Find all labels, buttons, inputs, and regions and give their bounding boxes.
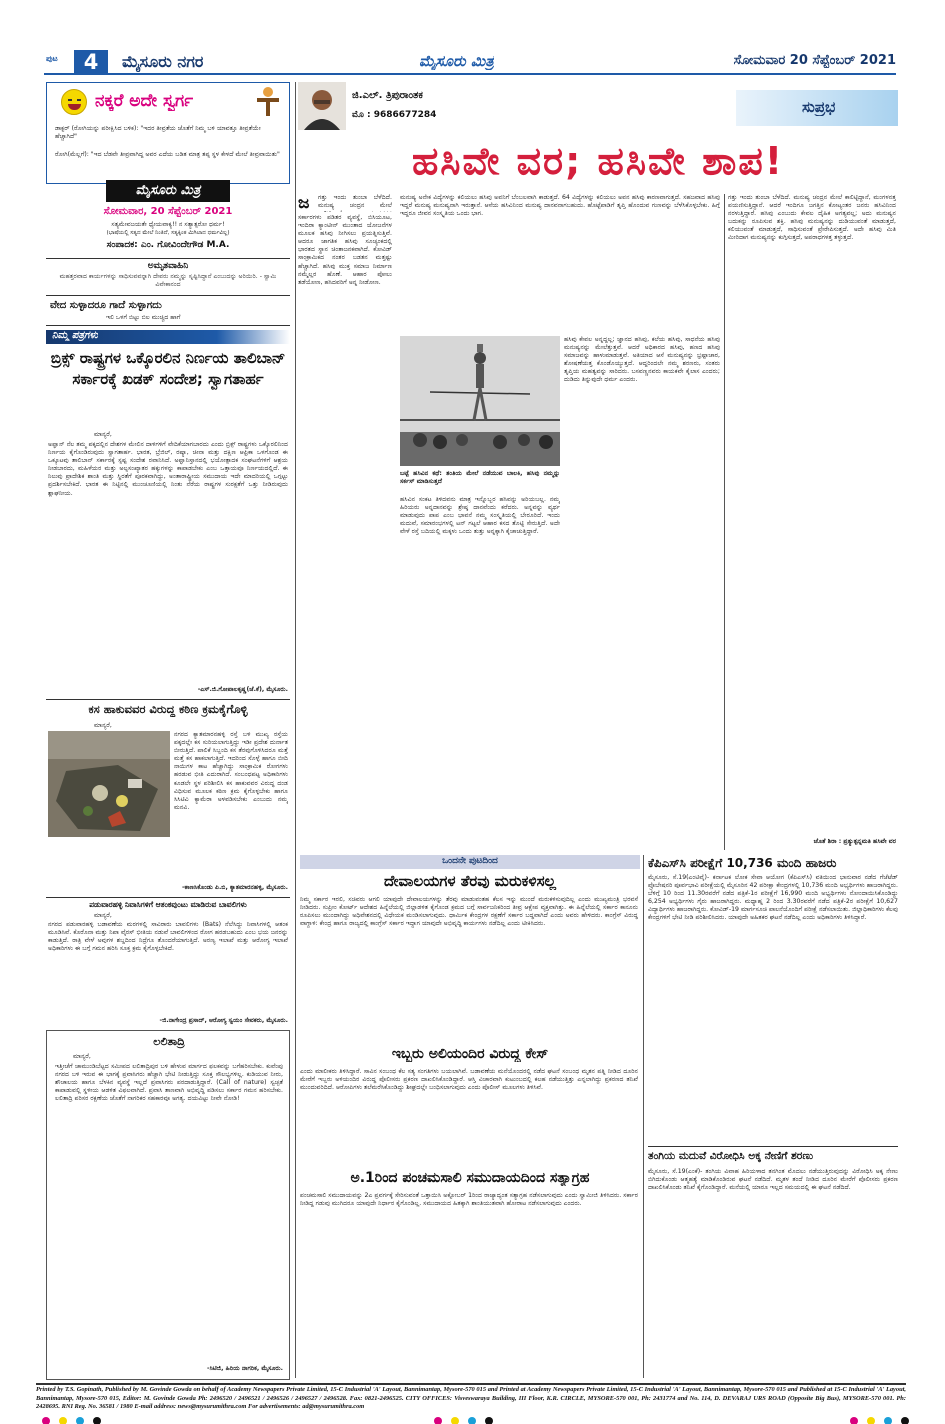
gaade-title: ವೇದ ಸುಳ್ಳಾದರೂ ಗಾದೆ ಸುಳ್ಳಾಗದು: [50, 300, 162, 311]
nakkare-line-1: ಡಾಕ್ಟರ್ (ರೋಗಿಯನ್ನು ಪರೀಕ್ಷಿಸಿದ ಬಳಿಕ): "ಇದರ ತೀವ್ರತೆಯ ಜೊತೆಗೆ ನಿಮ್ಮ ಬಳಿ ಯಾವತ್ತೂ ತೀವ್ರತೆಯೇ ಹೆಚ್ಚಾಗಿದೆ": [55, 125, 261, 141]
black-mark-icon: [901, 1417, 909, 1424]
black-mark-icon: [485, 1417, 493, 1424]
registration-marks-center: [432, 1410, 495, 1424]
section-title: ಮೈಸೂರು ನಗರ: [122, 52, 204, 71]
garbage-photo: [48, 731, 170, 837]
dropcap: [298, 194, 316, 212]
footer-imprint: Printed by T.S. Gopinath, Published by M. Govinde Gowda on behalf of Academy Newspapers Private Limited, 15-C Industrial 'A' Layout, Bannimantap, Mysore-570 015 and Printed at Academy Newspapers Private Limited, 15-C Industrial 'A' Layout, Bannimantap, Mysore-570 015 and Published at 15-C Industrial 'A' Layout, Bannimantap, Mysore-570 015, Editor: M. Govinde Gowda Ph: 2496520 / 2496521 / 2496526 / 2496527 / 2496528. Fax: 0821-2496525. CITY OFFICES: Visveswaraya Building, III Floor, K.R. CIRCLE, MYSORE-570 001, Ph: 2431774 and No. 114, D. DEVARAJ URS ROAD (Opposite Big Bus), MYSORE-570 001. Ph: 2428695. RNI Reg. No. 36581 / 1980 E-mail address: news@mysurumithra.com For advertisements: ad@mysurumithra.com: [36, 1386, 906, 1411]
author-phone: ಮೊ : 9686677284: [352, 110, 437, 120]
patragalu-title: ನಿಮ್ಮ ಪತ್ರಗಳು: [52, 330, 99, 341]
feature-header: [296, 82, 898, 130]
column-rule: [295, 82, 296, 1378]
letter1-salutation: ಮಾನ್ಯರೆ,: [94, 431, 112, 438]
story5-headline: ತಂಗಿಯ ಮದುವೆ ವಿರೋಧಿಸಿ ಅಕ್ಕ ನೇಣಿಗೆ ಶರಣು: [648, 1150, 814, 1162]
letter3-body: ನಗರದ ಪಡುವಾರಹಳ್ಳಿ ಬಡಾವಣೆಯ ಮರಗಳಲ್ಲಿ ಸಾವಿರಾರು ಬಾವಲಿಗಳು (Bats) ನೆಲೆಸಿದ್ದು ನಿವಾಸಿಗಳಲ್ಲಿ ಆತಂಕ ಮೂಡಿಸಿವೆ. ಕೊರೊನಾ ಮತ್ತು ನಿಪಾ ವೈರಸ್ ಭೀತಿಯ ನಡುವೆ ಬಾವಲಿಗಳಿಂದ ರೋಗ ಹರಡಬಹುದು ಎಂಬ ಭಯ ಜನರನ್ನು ಕಾಡುತ್ತಿದೆ. ರಾತ್ರಿ ವೇಳೆ ಅವುಗಳ ಶಬ್ದದಿಂದ ನಿದ್ರೆಗೂ ತೊಂದರೆಯಾಗುತ್ತಿದೆ. ಅರಣ್ಯ ಇಲಾಖೆ ಮತ್ತು ಆರೋಗ್ಯ ಇಲಾಖೆ ಅಧಿಕಾರಿಗಳು ಈ ಬಗ್ಗೆ ಗಮನ ಹರಿಸಿ ಸೂಕ್ತ ಕ್ರಮ ಕೈಗೊಳ್ಳಬೇಕಿದೆ.: [48, 921, 288, 953]
letter2-signature: -ಕಾಣಸಿಕೊಂಡು ಪಿ.ಬಿ, ಕ್ಯಾತಮಾರನಹಳ್ಳಿ, ಮೈಸೂರು.: [181, 884, 288, 891]
story3-body: ಪಂಚಮಸಾಲಿ ಸಮುದಾಯವನ್ನು 2ಎ ಪ್ರವರ್ಗಕ್ಕೆ ಸೇರಿಸುವಂತೆ ಒತ್ತಾಯಿಸಿ ಅಕ್ಟೋಬರ್ 1ರಿಂದ ರಾಜ್ಯಾದ್ಯಂತ ಸತ್ಯಾಗ್ರಹ ನಡೆಸಲಾಗುವುದು ಎಂದು ಸ್ವಾಮೀಜಿ ತಿಳಿಸಿದರು. ಸರ್ಕಾರ ನೀಡಿದ್ದ ಗಡುವು ಮುಗಿದರೂ ಯಾವುದೇ ನಿರ್ಧಾರ ಕೈಗೊಂಡಿಲ್ಲ. ಸಮುದಾಯದ ಹಿತಕ್ಕಾಗಿ ಶಾಂತಿಯುತವಾಗಿ ಹೋರಾಟ ನಡೆಸಲಾಗುವುದು ಎಂದರು.: [300, 1192, 638, 1208]
scarecrow-icon: [257, 87, 279, 117]
masthead-date: ಸೋಮವಾರ, 20 ಸೆಪ್ಟೆಂಬರ್ 2021: [103, 206, 233, 217]
divider: [46, 699, 290, 700]
cyan-mark-icon: [468, 1417, 476, 1424]
feature-quote: ಜೊತೆ ಶಿರಾ : ಪ್ರತ್ಯುತ್ಪನ್ನಮತಿ ಹಸಿವೇ ವರ: [813, 838, 896, 845]
letter1-headline: ಬ್ರಿಕ್ಸ್ ರಾಷ್ಟ್ರಗಳ ಒಕ್ಕೊರಲಿನ ನಿರ್ಣಯ ತಾಲಿಬಾನ್ ಸರ್ಕಾರಕ್ಕೆ ಖಡಕ್ ಸಂದೇಶ; ಸ್ವಾಗತಾರ್ಹ: [50, 349, 286, 388]
amrutha-text: ಮಹತ್ತರವಾದ ಕಾರ್ಯಗಳನ್ನು ಸಾಧಿಸುವವನ್ನಾಗಿ ದೇವರು ನಮ್ಮನ್ನು ಸೃಷ್ಟಿಸಿದ್ದಾನೆ ಎಂಬುದನ್ನು ಅರಿಯಿರಿ. - ಸ್ವಾಮಿ ವಿವೇಕಾನಂದ: [59, 273, 277, 289]
lalithadri-box: [46, 1030, 290, 1380]
magenta-mark-icon: [434, 1417, 442, 1424]
continued-label: ಒಂದನೇ ಪುಟದಿಂದ: [442, 856, 498, 866]
footer-rule: [36, 1383, 906, 1385]
header-date: ಸೋಮವಾರ 20 ಸೆಪ್ಟೆಂಬರ್ 2021: [733, 53, 896, 68]
yellow-mark-icon: [59, 1417, 67, 1424]
registration-marks-right: [848, 1410, 911, 1424]
page-header: [44, 50, 896, 75]
yellow-mark-icon: [867, 1417, 875, 1424]
feature-body-4: ಗತ್ತು ಇಂದು ತುಂಬಾ ಬೆಳೆದಿದೆ. ಮನುಷ್ಯ ಚಂದ್ರನ ಮೇಲೆ ಕಾಲಿಟ್ಟಿದ್ದಾನೆ, ಮಂಗಳನತ್ತ ಪಯಣಿಸುತ್ತಿದ್ದಾನೆ. ಆದರೆ ಇಂದಿಗೂ ಜಗತ್ತಿನ ಕೋಟ್ಯಂತರ ಜನರು ಹಸಿವಿನಿಂದ ನರಳುತ್ತಿದ್ದಾರೆ. ಹಸಿವು ಎಂಬುದು ಕೇವಲ ದೈಹಿಕ ಅಗತ್ಯವಲ್ಲ; ಅದು ಮನುಷ್ಯನ ಬದುಕನ್ನು ರೂಪಿಸುವ ಶಕ್ತಿ. ಹಸಿವು ಮನುಷ್ಯನನ್ನು ದುಡಿಯುವಂತೆ ಮಾಡುತ್ತದೆ, ಕಲಿಯುವಂತೆ ಮಾಡುತ್ತದೆ, ಸಾಧಿಸುವಂತೆ ಪ್ರೇರೇಪಿಸುತ್ತದೆ. ಅದೇ ಹಸಿವು ಮಿತಿ ಮೀರಿದಾಗ ಮನುಷ್ಯನನ್ನು ಕುಗ್ಗಿಸುತ್ತದೆ, ಅಪರಾಧಗಳತ್ತ ತಳ್ಳುತ್ತದೆ.: [728, 194, 896, 242]
black-mark-icon: [93, 1417, 101, 1424]
letter1-body: ಅಫ್ಘಾನ್ ನೆಲ ತಮ್ಮ ಪಕ್ಕದಲ್ಲಿನ ದೇಶಗಳ ಮೇಲಿನ ದಾಳಿಗಳಿಗೆ ವೇದಿಕೆಯಾಗಬಾರದು ಎಂದು ಬ್ರಿಕ್ಸ್ ರಾಷ್ಟ್ರಗಳು ಒಕ್ಕೊರಲಿನಿಂದ ನಿರ್ಣಯ ಕೈಗೊಂಡಿರುವುದು ಸ್ವಾಗತಾರ್ಹ. ಭಾರತ, ಬ್ರೆಜಿಲ್, ರಷ್ಯಾ, ಚೀನಾ ಮತ್ತು ದಕ್ಷಿಣ ಆಫ್ರಿಕಾ ಒಳಗೊಂಡ ಈ ಒಕ್ಕೂಟವು ತಾಲಿಬಾನ್ ಸರ್ಕಾರಕ್ಕೆ ಸ್ಪಷ್ಟ ಸಂದೇಶ ರವಾನಿಸಿದೆ. ಅಫ್ಘಾನಿಸ್ತಾನದಲ್ಲಿ ಭಯೋತ್ಪಾದಕ ಸಂಘಟನೆಗಳಿಗೆ ಆಶ್ರಯ ನೀಡಬಾರದು, ಮಹಿಳೆಯರ ಮತ್ತು ಅಲ್ಪಸಂಖ್ಯಾತರ ಹಕ್ಕುಗಳನ್ನು ಕಾಪಾಡಬೇಕು ಎಂಬ ಒತ್ತಾಯವೂ ನಿರ್ಣಯದಲ್ಲಿದೆ. ಈ ನಿಲುವು ಪ್ರಾದೇಶಿಕ ಶಾಂತಿ ಮತ್ತು ಸ್ಥಿರತೆಗೆ ಪೂರಕವಾಗಿದ್ದು, ಅಂತಾರಾಷ್ಟ್ರೀಯ ಸಮುದಾಯ ಇದೇ ಮಾದರಿಯಲ್ಲಿ ಒಗ್ಗಟ್ಟು ಪ್ರದರ್ಶಿಸಬೇಕಿದೆ. ಭಾರತ ಈ ನಿಟ್ಟಿನಲ್ಲಿ ಮುಂಚೂಣಿಯಲ್ಲಿ ನಿಂತು ನೆರೆಯ ರಾಷ್ಟ್ರಗಳ ಸುರಕ್ಷತೆಗೆ ಒತ್ತು ನೀಡಿರುವುದು ಶ್ಲಾಘನೀಯ.: [48, 441, 288, 497]
nakkare-box: [46, 82, 290, 184]
story4-body: ಮೈಸೂರು, ಸೆ.19(ಎಂಟಿವೈ)- ಕರ್ನಾಟಕ ಲೋಕ ಸೇವಾ ಆಯೋಗ (ಕೆಪಿಎಸ್‌ಸಿ) ವತಿಯಿಂದ ಭಾನುವಾರ ನಡೆದ ಗೆಜೆಟೆಡ್ ಪ್ರೊಬೇಷನರಿ ಪೂರ್ವಭಾವಿ ಪರೀಕ್ಷೆಯಲ್ಲಿ ಮೈಸೂರಿನ 42 ಪರೀಕ್ಷಾ ಕೇಂದ್ರಗಳಲ್ಲಿ 10,736 ಮಂದಿ ಅಭ್ಯರ್ಥಿಗಳು ಹಾಜರಾಗಿದ್ದರು. ಬೆಳಿಗ್ಗೆ 10 ರಿಂದ 11.30ರವರೆಗೆ ನಡೆದ ಪತ್ರಿಕೆ-1ರ ಪರೀಕ್ಷೆಗೆ 16,990 ಮಂದಿ ಅಭ್ಯರ್ಥಿಗಳು ನೋಂದಾಯಿಸಿಕೊಂಡಿದ್ದು 6,254 ಅಭ್ಯರ್ಥಿಗಳು ಗೈರು ಹಾಜರಾಗಿದ್ದರು. ಮಧ್ಯಾಹ್ನ 2 ರಿಂದ 3.30ರವರೆಗೆ ನಡೆದ ಪತ್ರಿಕೆ-2ರ ಪರೀಕ್ಷೆಗೆ 10,627 ವಿದ್ಯಾರ್ಥಿಗಳು ಹಾಜರಾಗಿದ್ದರು. ಕೋವಿಡ್-19 ಮಾರ್ಗಸೂಚಿ ಪಾಲನೆಯೊಂದಿಗೆ ಪರೀಕ್ಷೆ ನಡೆಸಲಾಯಿತು. ಜಿಲ್ಲಾಧಿಕಾರಿಗಳು ಕೆಲವು ಕೇಂದ್ರಗಳಿಗೆ ಭೇಟಿ ನೀಡಿ ಪರಿಶೀಲಿಸಿದರು. ಯಾವುದೇ ಅಹಿತಕರ ಘಟನೆ ನಡೆದಿಲ್ಲ ಎಂದು ಅಧಿಕಾರಿಗಳು ತಿಳಿಸಿದ್ದಾರೆ.: [648, 874, 898, 922]
column-banner: [736, 90, 898, 126]
feature-body-2: ಹಸಿವಿನ ಸಂಕಟ ತಿಳಿದವನು ಮಾತ್ರ ಇನ್ನೊಬ್ಬರ ಹಸಿವನ್ನು ಅರಿಯಬಲ್ಲ. ನಮ್ಮ ಹಿರಿಯರು ಅನ್ನದಾನವನ್ನು ಶ್ರೇಷ್ಠ ದಾನವೆಂದು ಕರೆದರು. ಅನ್ನವನ್ನು ವ್ಯರ್ಥ ಮಾಡುವುದು ಪಾಪ ಎಂಬ ಭಾವನೆ ನಮ್ಮ ಸಂಸ್ಕೃತಿಯಲ್ಲಿ ಬೇರೂರಿದೆ. ಇಂದು ಮದುವೆ, ಸಮಾರಂಭಗಳಲ್ಲಿ ಟನ್ ಗಟ್ಟಲೆ ಆಹಾರ ಕಸದ ತೊಟ್ಟಿ ಸೇರುತ್ತಿದೆ. ಅದೇ ವೇಳೆ ರಸ್ತೆ ಬದಿಯಲ್ಲಿ ಮಕ್ಕಳು ಒಂದು ತುತ್ತು ಅನ್ನಕ್ಕಾಗಿ ಕೈಚಾಚುತ್ತಿದ್ದಾರೆ.: [400, 496, 560, 536]
column-title: ಸುಪ್ರಭ: [802, 98, 836, 116]
story2-body: ಎಂದು ಮಾಲೀಕರು ತಿಳಿಸಿದ್ದಾರೆ. ಸಾವಿನ ಸಂಬಂಧ ಕೆಲ ಸತ್ಯ ಸಂಗತಿಗಳು ಬಯಲಾಗಿವೆ. ಬಡಾವಣೆಯ ಮನೆಯೊಂದರಲ್ಲಿ ನಡೆದ ಘಟನೆ ಸಂಬಂಧ ಮೃತನ ಪತ್ನಿ ನೀಡಿದ ದೂರಿನ ಮೇರೆಗೆ ಇಬ್ಬರು ಅಳಿಯಂದಿರ ವಿರುದ್ಧ ಪೊಲೀಸರು ಪ್ರಕರಣ ದಾಖಲಿಸಿಕೊಂಡಿದ್ದಾರೆ. ಆಸ್ತಿ ವಿಚಾರವಾಗಿ ಕುಟುಂಬದಲ್ಲಿ ಕಲಹ ನಡೆಯುತ್ತಿತ್ತು ಎನ್ನಲಾಗಿದ್ದು ಪ್ರಕರಣದ ತನಿಖೆ ಮುಂದುವರಿದಿದೆ. ಆರೋಪಿಗಳು ತಲೆಮರೆಸಿಕೊಂಡಿದ್ದು ಶೀಘ್ರದಲ್ಲೇ ಬಂಧಿಸಲಾಗುವುದು ಎಂದು ಪೊಲೀಸ್ ಮೂಲಗಳು ತಿಳಿಸಿವೆ.: [300, 1068, 638, 1092]
lalithadri-body: ಇತ್ತೀಚೆಗೆ ಚಾಮುಂಡಿಬೆಟ್ಟದ ಸಮೀಪದ ಲಲಿತಾದ್ರಿಪುರ ಬಳಿ ಹೇಳುವ ಮಾರ್ಗದ ಫಲಕವನ್ನು ಬಗೆಹರಿಸಬೇಕು. ಕುವೆಂಪು ನಗರದ ಬಳಿ ಇರುವ ಈ ಭಾಗಕ್ಕೆ ಪ್ರವಾಸಿಗರು ಹೆಚ್ಚಾಗಿ ಭೇಟಿ ನೀಡುತ್ತಿದ್ದು ಸೂಕ್ತ ಸೌಲಭ್ಯಗಳಿಲ್ಲ. ಕುಡಿಯುವ ನೀರು, ಶೌಚಾಲಯ ಹಾಗೂ ಬೆಳಕಿನ ವ್ಯವಸ್ಥೆ ಇಲ್ಲದೆ ಪ್ರವಾಸಿಗರು ಪರದಾಡುತ್ತಿದ್ದಾರೆ. (Call of nature) ಸ್ವಚ್ಛತೆ ಕಾಪಾಡುವಲ್ಲಿ ಸ್ಥಳೀಯ ಆಡಳಿತ ವಿಫಲವಾಗಿದೆ. ಪ್ರವಾಸಿ ತಾಣವಾಗಿ ಅಭಿವೃದ್ಧಿ ಪಡಿಸಲು ಸರ್ಕಾರ ಗಮನ ಹರಿಸಬೇಕು. ಲಲಿತಾದ್ರಿ ಪರಿಸರ ರಕ್ಷಣೆಯ ಜೊತೆಗೆ ನಾಗರಿಕರ ಸಹಕಾರವೂ ಅಗತ್ಯ. ದಯವಿಟ್ಟು ನೀವೇ ನೋಡಿ!: [55, 1063, 283, 1103]
story3-headline: ಅ.1ರಿಂದ ಪಂಚಮಸಾಲಿ ಸಮುದಾಯದಿಂದ ಸತ್ಯಾಗ್ರಹ: [350, 1170, 590, 1186]
laugh-emoji-icon: [61, 89, 87, 115]
nakkare-line-2: ರೋಗಿ(ಮೆಲ್ಲಗೆ): "ಇದ ಬೆಡವೇ ತೀವ್ರವಾಗಿದ್ದ ಅವರ ಎದೆಯ ಬಡಿತ ಮಾತ್ರ ತಪ್ಪ ಸ್ಥಳ ಕೇಳದೆ ಮೇಲೆ ತೀವ್ರವಾಯಿತು": [55, 151, 280, 158]
amrutha-title: ಅಮೃತವಾಹಿನಿ: [147, 261, 189, 271]
cyan-mark-icon: [884, 1417, 892, 1424]
column-rule: [724, 194, 725, 850]
story1-headline: ದೇವಾಲಯಗಳ ತೆರವು ಮರುಕಳಿಸಲ್ಲ: [383, 872, 557, 890]
letter1-signature: -ಎಸ್.ಜಿ.ಗೋಪಾಲಕೃಷ್ಣ(ಜೆ.ಕೆ), ಮೈಸೂರು.: [197, 686, 288, 693]
lalithadri-title: ಲಲಿತಾದ್ರಿ: [153, 1035, 185, 1048]
author-photo: [298, 82, 346, 130]
cyan-mark-icon: [76, 1417, 84, 1424]
letter3-signature: -ಜಿ.ನಾಗೇಂದ್ರ ಪ್ರಸಾದ್, ಆರೋಗ್ಯ ಸ್ವಯಂ ಸೇವಕರು, ಮೈಸೂರು.: [159, 1017, 288, 1024]
feature-intro: ಮನುಷ್ಯ ಅನೇಕ ವಿದ್ಯೆಗಳನ್ನು ಕಲಿಯಲು ಹಸಿವು ಅವನಿಗೆ ಬೆಂಬಲವಾಗಿ ಕಾಡುತ್ತದೆ. 64 ವಿದ್ಯೆಗಳನ್ನು ಕಲಿಯಲು ಅವನ ಹಸಿವು ಕಾರಣವಾಗುತ್ತದೆ. ಸಹಜವಾದ ಹಸಿವು ಇದ್ದರೆ ಮನುಷ್ಯ ಮನುಷ್ಯನಾಗಿ ಇರುತ್ತಾನೆ. ಆಸೆಯ ಹಸಿವಿನಿಂದ ಮನುಷ್ಯ ದಾನವನಾಗಬಹುದು. ಹೊಟ್ಟೆಪಾಡಿಗೆ ತೃಪ್ತಿ ಹೊಂದುವ ಗುಣವನ್ನು ಬೆಳೆಸಿಕೊಳ್ಳಬೇಕು. ಹಿಗ್ಗೆ ಇದ್ದರೂ ಜೀವನ ಸಂಸ್ಕೃತಿಯ ಒಂದು ಭಾಗ.: [400, 194, 720, 218]
amrutha-box: [46, 258, 290, 296]
story2-headline: ಇಬ್ಬರು ಅಲಿಯಂದಿರ ವಿರುದ್ಧ ಕೇಸ್: [391, 1046, 549, 1062]
gaade-text: ಇಲಿ ಒಳಗೆ ಬಿಟ್ಟು ಬಿಲ ಮುಚ್ಚಿದ ಹಾಗೆ: [106, 314, 181, 321]
continued-banner: [300, 855, 640, 869]
lalithadri-signature: -ಸಿಟಿಜಿ, ಹಿರಿಯ ನಾಗರಿಕ, ಮೈಸೂರು.: [207, 1365, 283, 1372]
letter2-body: ನಗರದ ಕ್ಯಾತಮಾರನಹಳ್ಳಿ ರಸ್ತೆ ಬಳಿ ಮುಖ್ಯ ರಸ್ತೆಯ ಪಕ್ಕದಲ್ಲೇ ಕಸ ಸುರಿಯಲಾಗುತ್ತಿದ್ದು ಇಡೀ ಪ್ರದೇಶ ದುರ್ನಾತ ಬೀರುತ್ತಿದೆ. ಪಾಲಿಕೆ ಸಿಬ್ಬಂದಿ ಕಸ ತೆರವುಗೊಳಿಸಿದರೂ ಮತ್ತೆ ಮತ್ತೆ ಕಸ ಹಾಕಲಾಗುತ್ತಿದೆ. ಇದರಿಂದ ಸೊಳ್ಳೆ ಹಾಗೂ ಬೀದಿ ನಾಯಿಗಳ ಕಾಟ ಹೆಚ್ಚಾಗಿದ್ದು ಸಾಂಕ್ರಾಮಿಕ ರೋಗಗಳು ಹರಡುವ ಭೀತಿ ಎದುರಾಗಿದೆ. ಸಂಬಂಧಪಟ್ಟ ಅಧಿಕಾರಿಗಳು ಕೂಡಲೇ ಸ್ಥಳ ಪರಿಶೀಲಿಸಿ ಕಸ ಹಾಕುವವರ ವಿರುದ್ಧ ದಂಡ ವಿಧಿಸುವ ಮೂಲಕ ಕಠಿಣ ಕ್ರಮ ಕೈಗೊಳ್ಳಬೇಕು ಹಾಗೂ ಸಿಸಿಟಿವಿ ಕ್ಯಾಮೆರಾ ಅಳವಡಿಸಬೇಕು ಎಂಬುದು ನಮ್ಮ ಮನವಿ.: [174, 731, 288, 811]
story4-headline: ಕೆಪಿಎಸ್‌ಸಿ ಪರೀಕ್ಷೆಗೆ 10,736 ಮಂದಿ ಹಾಜರು: [648, 856, 837, 870]
story1-body: ನಿಮ್ಮ ಸರ್ಕಾರ ಇರಲಿ, ಸಚಿವರು ಆಗಲಿ ಯಾವುದೇ ದೇವಾಲಯಗಳನ್ನು ತೆರವು ಮಾಡುವಂತಹ ಕೆಲಸ ಇನ್ನು ಮುಂದೆ ಮರುಕಳಿಸುವುದಿಲ್ಲ ಎಂದು ಮುಖ್ಯಮಂತ್ರಿ ಭರವಸೆ ನೀಡಿದರು. ಸುಪ್ರೀಂ ಕೋರ್ಟ್ ಆದೇಶದ ಹಿನ್ನೆಲೆಯಲ್ಲಿ ಜಿಲ್ಲಾಡಳಿತ ಕೈಗೊಂಡ ಕ್ರಮದ ಬಗ್ಗೆ ಸಾರ್ವಜನಿಕರಿಂದ ತೀವ್ರ ಆಕ್ಷೇಪ ವ್ಯಕ್ತವಾಗಿತ್ತು. ಈ ಹಿನ್ನೆಲೆಯಲ್ಲಿ ಸರ್ಕಾರ ಕಾನೂನು ರೂಪಿಸಲು ಮುಂದಾಗಿದ್ದು ಅಧಿವೇಶನದಲ್ಲಿ ವಿಧೇಯಕ ಮಂಡಿಸಲಾಗುವುದು. ಧಾರ್ಮಿಕ ಕೇಂದ್ರಗಳ ರಕ್ಷಣೆಗೆ ಸರ್ಕಾರ ಬದ್ಧವಾಗಿದೆ ಎಂದು ಅವರು ಹೇಳಿದರು. ಕಾಂಗ್ರೆಸ್ ವಿರುದ್ಧ ವಾಗ್ದಾಳಿ: ಕೇಂದ್ರ ಹಾಗೂ ರಾಜ್ಯದಲ್ಲಿ ಕಾಂಗ್ರೆಸ್ ಸರ್ಕಾರ ಇದ್ದಾಗ ಯಾವುದೇ ಅಭಿವೃದ್ಧಿ ಕಾರ್ಯಗಳು ನಡೆದಿಲ್ಲ ಎಂದು ಟೀಕಿಸಿದರು.: [300, 896, 638, 928]
feature-headline: ಹಸಿವೇ ವರ; ಹಸಿವೇ ಶಾಪ!: [411, 139, 785, 183]
masthead-motto-1: ಸತ್ಯಮೇವಜಯತೇ ಧ್ಯೇಯವಾಕ್ಯ!! ನ ಸತ್ಯಾತ್ಪರೋ ಧರ್ಮ!: [111, 221, 225, 228]
page-number: 4: [74, 50, 108, 74]
tightrope-photo: [400, 336, 560, 466]
divider: [46, 897, 290, 898]
masthead-small: ಮೈಸೂರು ಮಿತ್ರ: [419, 52, 494, 70]
feature-body-1: ಗತ್ತು ಇಂದು ತುಂಬಾ ಬೆಳೆದಿದೆ. ಮನುಷ್ಯ ಚಂದ್ರನ ಮೇಲೆ: [318, 194, 392, 210]
dropcap-letter: ಜ: [298, 193, 310, 213]
lalithadri-salutation: ಮಾನ್ಯರೆ,: [73, 1053, 91, 1060]
masthead-title: ಮೈಸೂರು ಮಿತ್ರ: [106, 180, 230, 202]
magenta-mark-icon: [42, 1417, 50, 1424]
masthead-box: [46, 178, 290, 254]
yellow-mark-icon: [451, 1417, 459, 1424]
feature-body-3: ಹಸಿವು ಕೇವಲ ಅನ್ನದ್ದಲ್ಲ; ಜ್ಞಾನದ ಹಸಿವು, ಕಲೆಯ ಹಸಿವು, ಸಾಧನೆಯ ಹಸಿವು ಮನುಷ್ಯನನ್ನು ಮೇಲೆತ್ತುತ್ತವೆ. ಆದರೆ ಅಧಿಕಾರದ ಹಸಿವು, ಹಣದ ಹಸಿವು ಸಮಾಜವನ್ನು ಹಾಳುಮಾಡುತ್ತವೆ. ಅತಿಯಾದ ಆಸೆ ಮನುಷ್ಯನನ್ನು ಭ್ರಷ್ಟಾಚಾರ, ಶೋಷಣೆಯತ್ತ ಕೊಂಡೊಯ್ಯುತ್ತದೆ. ಆದ್ದರಿಂದಲೇ ನಮ್ಮ ಶರಣರು, ಸಂತರು ತೃಪ್ತಿಯ ಮಹತ್ವವನ್ನು ಸಾರಿದರು. ಬಸವಣ್ಣನವರು ಕಾಯಕವೇ ಕೈಲಾಸ ಎಂದರು; ದುಡಿದು ತಿನ್ನುವುದೇ ಧರ್ಮ ಎಂದರು.: [564, 336, 720, 384]
divider: [648, 1146, 898, 1147]
masthead-motto-2: (ಭಾಷೆಯಲ್ಲಿ ಸತ್ಯದ ಮೇಲೆ ನಿಂತಿದೆ, ಸತ್ಯಕ್ಕಿಂತ ಮಿಗಿಲಾದ ಧರ್ಮವಿಲ್ಲ): [106, 230, 230, 236]
feature-body-1b: ಸರ್ಕಾರಗಳು ಪಡಿತರ ವ್ಯವಸ್ಥೆ, ಬಿಸಿಯೂಟ, ಇಂದಿರಾ ಕ್ಯಾಂಟೀನ್ ಮುಂತಾದ ಯೋಜನೆಗಳ ಮೂಲಕ ಹಸಿವು ನೀಗಿಸಲು ಪ್ರಯತ್ನಿಸುತ್ತಿವೆ. ಆದರೂ ಜಾಗತಿಕ ಹಸಿವು ಸೂಚ್ಯಂಕದಲ್ಲಿ ಭಾರತದ ಸ್ಥಾನ ಚಿಂತಾಜನಕವಾಗಿದೆ. ಕೋವಿಡ್ ಸಾಂಕ್ರಾಮಿಕದ ನಂತರ ಬಡತನ ಮತ್ತಷ್ಟು ಹೆಚ್ಚಾಗಿದೆ. ಹಸಿವು ಮುಕ್ತ ಸಮಾಜ ನಿರ್ಮಾಣ ನಮ್ಮೆಲ್ಲರ ಹೊಣೆ. ಆಹಾರ ಪೋಲು ತಡೆಯೋಣ, ಹಸಿದವರಿಗೆ ಅನ್ನ ನೀಡೋಣ.: [298, 214, 392, 286]
column-rule: [643, 855, 644, 1378]
letter3-salutation: ಮಾನ್ಯರೆ,: [94, 912, 112, 919]
page-label: ಪುಟ: [46, 54, 58, 63]
magenta-mark-icon: [850, 1417, 858, 1424]
photo-caption: ಬಟ್ಟೆ ಹಸಿವಿನ ಕಥೆ: ತಂತಿಯ ಮೇಲೆ ನಡೆಯುವ ಬಾಲಕಿ, ಹಸಿವು ನಮ್ಮನ್ನು ಸರ್ಕಸ್ ಮಾಡಿಸುತ್ತದೆ: [400, 470, 560, 486]
letter2-salutation: ಮಾನ್ಯರೆ,: [94, 722, 112, 729]
patragalu-banner: [46, 330, 290, 344]
letter3-headline: ಪಡುವಾರಹಳ್ಳಿ ನಿವಾಸಿಗಳಿಗೆ ಆತಂಕವುಂಟು ಮಾಡಿರುವ ಬಾವಲಿಗಳು: [89, 900, 247, 909]
gaade-box: [46, 300, 290, 326]
author-name: ಜಿ.ಎಲ್. ತ್ರಿಪುರಾಂತಕ: [352, 90, 423, 101]
registration-marks-left: [40, 1410, 103, 1424]
letter2-headline: ಕಸ ಹಾಕುವವರ ವಿರುದ್ಧ ಕಠಿಣ ಕ್ರಮಕೈಗೊಳ್ಳಿ: [88, 702, 248, 716]
story5-body: ಮೈಸೂರು, ಸೆ.19(ಎಂಕೆ)- ತಂಗಿಯ ವಿವಾಹ ಹಿರಿಯಳಾದ ತನಗಿಂತ ಮೊದಲು ನಡೆಯುತ್ತಿರುವುದನ್ನು ವಿರೋಧಿಸಿ ಅಕ್ಕ ನೇಣು ಬಿಗಿದುಕೊಂಡು ಆತ್ಮಹತ್ಯೆ ಮಾಡಿಕೊಂಡಿರುವ ಘಟನೆ ನಡೆದಿದೆ. ಮೃತಳ ತಂದೆ ನೀಡಿದ ದೂರಿನ ಮೇರೆಗೆ ಪೊಲೀಸರು ಪ್ರಕರಣ ದಾಖಲಿಸಿಕೊಂಡು ತನಿಖೆ ಕೈಗೊಂಡಿದ್ದಾರೆ. ಮನೆಯಲ್ಲಿ ಯಾರೂ ಇಲ್ಲದ ಸಮಯದಲ್ಲಿ ಈ ಘಟನೆ ನಡೆದಿದೆ.: [648, 1168, 898, 1192]
nakkare-title: ನಕ್ಕರೆ ಅದೇ ಸ್ವರ್ಗ: [95, 91, 194, 111]
masthead-editor: ಸಂಪಾದಕ: ಎಂ. ಗೋವಿಂದೇಗೌಡ M.A.: [106, 240, 230, 250]
